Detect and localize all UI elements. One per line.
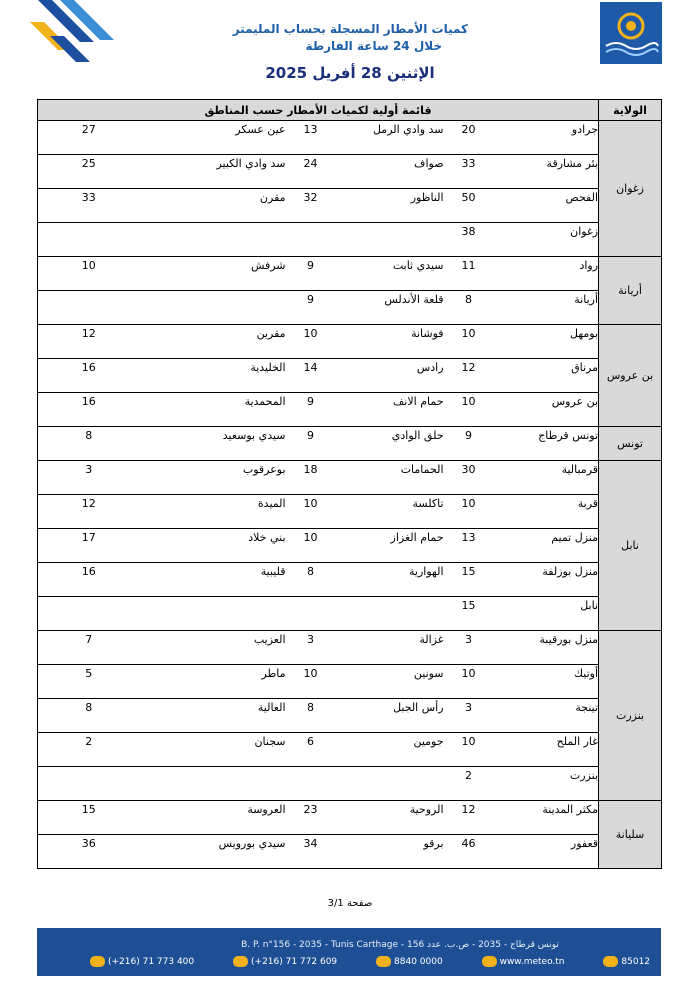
footer-mobile-text: 8840 0000 bbox=[394, 957, 443, 967]
rain-value: 16 bbox=[38, 393, 140, 427]
rain-value: 34 bbox=[286, 835, 336, 869]
station-name: قليبية bbox=[140, 563, 286, 597]
station-name bbox=[140, 223, 286, 257]
rain-value: 8 bbox=[38, 427, 140, 461]
table-row bbox=[38, 733, 662, 767]
meteo-logo-icon bbox=[600, 2, 662, 64]
rain-value: 3 bbox=[38, 461, 140, 495]
station-name: الحمامات bbox=[336, 461, 444, 495]
table-row bbox=[38, 767, 662, 801]
station-name bbox=[140, 767, 286, 801]
table-row bbox=[38, 835, 662, 869]
station-name: أوتيك bbox=[494, 665, 599, 699]
footer-website-text[interactable]: www.meteo.tn bbox=[499, 957, 565, 967]
rain-value: 9 bbox=[286, 257, 336, 291]
phone-icon bbox=[90, 956, 105, 967]
rain-value: 33 bbox=[38, 189, 140, 223]
rain-value: 24 bbox=[286, 155, 336, 189]
rain-value bbox=[38, 597, 140, 631]
table-row bbox=[38, 121, 662, 155]
rain-value bbox=[286, 223, 336, 257]
station-name: برقو bbox=[336, 835, 444, 869]
rain-value: 36 bbox=[38, 835, 140, 869]
rain-value: 12 bbox=[38, 325, 140, 359]
station-name: تاكلسة bbox=[336, 495, 444, 529]
footer-website[interactable] bbox=[482, 956, 565, 967]
rain-value: 3 bbox=[444, 631, 494, 665]
table-row bbox=[38, 529, 662, 563]
table-row bbox=[38, 699, 662, 733]
table-row bbox=[38, 291, 662, 325]
station-name: مقرن bbox=[140, 189, 286, 223]
rain-value: 12 bbox=[444, 359, 494, 393]
region-name: بن عروس bbox=[599, 325, 662, 427]
station-name: بن عروس bbox=[494, 393, 599, 427]
station-name: بئر مشارقة bbox=[494, 155, 599, 189]
station-name: قرمبالية bbox=[494, 461, 599, 495]
rain-value: 3 bbox=[286, 631, 336, 665]
station-name: سجنان bbox=[140, 733, 286, 767]
rain-value: 13 bbox=[444, 529, 494, 563]
rain-value: 6 bbox=[286, 733, 336, 767]
footer-box-text: 85012 bbox=[621, 957, 651, 967]
rain-value: 8 bbox=[444, 291, 494, 325]
region-name: زغوان bbox=[599, 121, 662, 257]
header-region: الولاية bbox=[599, 100, 662, 121]
rain-value: 9 bbox=[286, 291, 336, 325]
rain-value: 15 bbox=[444, 563, 494, 597]
table-row bbox=[38, 597, 662, 631]
footer-mobile bbox=[376, 956, 443, 967]
fax-icon bbox=[233, 956, 248, 967]
station-name: جرادو bbox=[494, 121, 599, 155]
station-name: مكثر المدينة bbox=[494, 801, 599, 835]
station-name: رأس الجبل bbox=[336, 699, 444, 733]
table-row bbox=[38, 325, 662, 359]
station-name: الروحية bbox=[336, 801, 444, 835]
station-name: الفحص bbox=[494, 189, 599, 223]
rain-value: 50 bbox=[444, 189, 494, 223]
region-name: سليانة bbox=[599, 801, 662, 869]
station-name: الخليدية bbox=[140, 359, 286, 393]
station-name: تونس قرطاج bbox=[494, 427, 599, 461]
station-name: فوشانة bbox=[336, 325, 444, 359]
station-name: العزيب bbox=[140, 631, 286, 665]
station-name: زغوان bbox=[494, 223, 599, 257]
rain-value bbox=[286, 767, 336, 801]
station-name: قعفور bbox=[494, 835, 599, 869]
station-name: منزل بورقيبة bbox=[494, 631, 599, 665]
rain-value: 46 bbox=[444, 835, 494, 869]
rain-value: 10 bbox=[444, 665, 494, 699]
station-name: رواد bbox=[494, 257, 599, 291]
station-name: حلق الوادي bbox=[336, 427, 444, 461]
page-number: صفحة 3/1 bbox=[327, 898, 373, 909]
station-name bbox=[140, 291, 286, 325]
station-name: الناظور bbox=[336, 189, 444, 223]
station-name: سد وادي الكبير bbox=[140, 155, 286, 189]
rain-value bbox=[38, 291, 140, 325]
station-name: بني خلاد bbox=[140, 529, 286, 563]
station-name bbox=[140, 597, 286, 631]
footer-address: B. P. n°156 - 2035 - Tunis Carthage - تونس قرطاج - 2035 - ص.ب. عدد 156 bbox=[241, 940, 559, 950]
table-row bbox=[38, 563, 662, 597]
station-name: حمام الانف bbox=[336, 393, 444, 427]
station-name: بنزرت bbox=[494, 767, 599, 801]
station-name: حمام الغزاز bbox=[336, 529, 444, 563]
rain-value bbox=[286, 597, 336, 631]
rain-value: 3 bbox=[444, 699, 494, 733]
table-row bbox=[38, 189, 662, 223]
station-name: مرناق bbox=[494, 359, 599, 393]
station-name: جومين bbox=[336, 733, 444, 767]
rain-value: 30 bbox=[444, 461, 494, 495]
rainfall-table bbox=[37, 99, 662, 869]
rain-value: 15 bbox=[38, 801, 140, 835]
station-name: منزل تميم bbox=[494, 529, 599, 563]
rain-value: 15 bbox=[444, 597, 494, 631]
region-name: تونس bbox=[599, 427, 662, 461]
station-name: مقرين bbox=[140, 325, 286, 359]
station-name: رادس bbox=[336, 359, 444, 393]
rain-value: 2 bbox=[38, 733, 140, 767]
station-name: منزل بوزلفة bbox=[494, 563, 599, 597]
table-row bbox=[38, 461, 662, 495]
rain-value: 33 bbox=[444, 155, 494, 189]
station-name: نابل bbox=[494, 597, 599, 631]
rain-value: 10 bbox=[286, 665, 336, 699]
table-row bbox=[38, 801, 662, 835]
station-name bbox=[336, 767, 444, 801]
rain-value: 14 bbox=[286, 359, 336, 393]
station-name: قربة bbox=[494, 495, 599, 529]
rain-value: 2 bbox=[444, 767, 494, 801]
station-name: تينجة bbox=[494, 699, 599, 733]
footer-fax bbox=[233, 956, 337, 967]
rain-value bbox=[38, 223, 140, 257]
rain-value: 17 bbox=[38, 529, 140, 563]
footer-phone bbox=[90, 956, 194, 967]
report-date: الإثنين 28 أفريل 2025 bbox=[265, 64, 435, 82]
rain-value: 13 bbox=[286, 121, 336, 155]
station-name: غار الملح bbox=[494, 733, 599, 767]
footer-box bbox=[603, 956, 650, 967]
station-name: قلعة الأندلس bbox=[336, 291, 444, 325]
table-row bbox=[38, 393, 662, 427]
region-name: بنزرت bbox=[599, 631, 662, 801]
station-name: غزالة bbox=[336, 631, 444, 665]
rain-value: 12 bbox=[38, 495, 140, 529]
rain-value: 10 bbox=[444, 393, 494, 427]
footer-contacts bbox=[90, 956, 686, 967]
rain-value: 10 bbox=[286, 529, 336, 563]
station-name: الميدة bbox=[140, 495, 286, 529]
rain-value: 25 bbox=[38, 155, 140, 189]
footer-bar bbox=[37, 928, 661, 976]
rain-value: 9 bbox=[286, 393, 336, 427]
rain-value: 8 bbox=[286, 563, 336, 597]
station-name: عين عسكر bbox=[140, 121, 286, 155]
station-name: سيدي بورويس bbox=[140, 835, 286, 869]
rain-value bbox=[38, 767, 140, 801]
stripes-decoration-icon bbox=[30, 0, 114, 70]
table-row bbox=[38, 223, 662, 257]
rain-value: 23 bbox=[286, 801, 336, 835]
station-name: سونين bbox=[336, 665, 444, 699]
rain-value: 9 bbox=[286, 427, 336, 461]
rain-value: 20 bbox=[444, 121, 494, 155]
rain-value: 10 bbox=[444, 733, 494, 767]
rain-value: 12 bbox=[444, 801, 494, 835]
rain-value: 10 bbox=[444, 495, 494, 529]
station-name: سيدي بوسعيد bbox=[140, 427, 286, 461]
station-name: الهوارية bbox=[336, 563, 444, 597]
rain-value: 16 bbox=[38, 563, 140, 597]
table-row bbox=[38, 155, 662, 189]
rain-value: 8 bbox=[38, 699, 140, 733]
table-row bbox=[38, 427, 662, 461]
table-row bbox=[38, 359, 662, 393]
rain-value: 10 bbox=[38, 257, 140, 291]
table-row bbox=[38, 257, 662, 291]
globe-icon bbox=[482, 956, 497, 967]
region-name: نابل bbox=[599, 461, 662, 631]
station-name: العروسة bbox=[140, 801, 286, 835]
station-name: صواف bbox=[336, 155, 444, 189]
table-row bbox=[38, 631, 662, 665]
rain-value: 7 bbox=[38, 631, 140, 665]
rain-value: 9 bbox=[444, 427, 494, 461]
rain-value: 10 bbox=[444, 325, 494, 359]
footer-fax-text: (+216) 71 772 609 bbox=[251, 957, 338, 967]
rain-value: 10 bbox=[286, 495, 336, 529]
station-name: المحمدية bbox=[140, 393, 286, 427]
rain-value: 18 bbox=[286, 461, 336, 495]
station-name: بوعرقوب bbox=[140, 461, 286, 495]
table-row bbox=[38, 665, 662, 699]
table-row bbox=[38, 495, 662, 529]
rain-value: 5 bbox=[38, 665, 140, 699]
station-name: ماطر bbox=[140, 665, 286, 699]
rain-value: 38 bbox=[444, 223, 494, 257]
footer-phone-text: (+216) 71 773 400 bbox=[108, 957, 195, 967]
title-line-2: خلال 24 ساعة الفارطة bbox=[305, 39, 442, 53]
rain-value: 27 bbox=[38, 121, 140, 155]
station-name bbox=[336, 597, 444, 631]
box-icon bbox=[603, 956, 618, 967]
station-name: بومهل bbox=[494, 325, 599, 359]
mobile-icon bbox=[376, 956, 391, 967]
station-name bbox=[336, 223, 444, 257]
rain-value: 8 bbox=[286, 699, 336, 733]
header-list: قائمة أولية لكميات الأمطار حسب المناطق bbox=[38, 100, 599, 121]
rain-value: 32 bbox=[286, 189, 336, 223]
rain-value: 10 bbox=[286, 325, 336, 359]
station-name: أريانة bbox=[494, 291, 599, 325]
station-name: شرفش bbox=[140, 257, 286, 291]
station-name: سد وادي الرمل bbox=[336, 121, 444, 155]
rain-value: 16 bbox=[38, 359, 140, 393]
rain-value: 11 bbox=[444, 257, 494, 291]
region-name: أريانة bbox=[599, 257, 662, 325]
title-line-1: كميات الأمطار المسجلة بحساب المليمتر bbox=[232, 22, 468, 36]
station-name: العالية bbox=[140, 699, 286, 733]
station-name: سيدي ثابت bbox=[336, 257, 444, 291]
